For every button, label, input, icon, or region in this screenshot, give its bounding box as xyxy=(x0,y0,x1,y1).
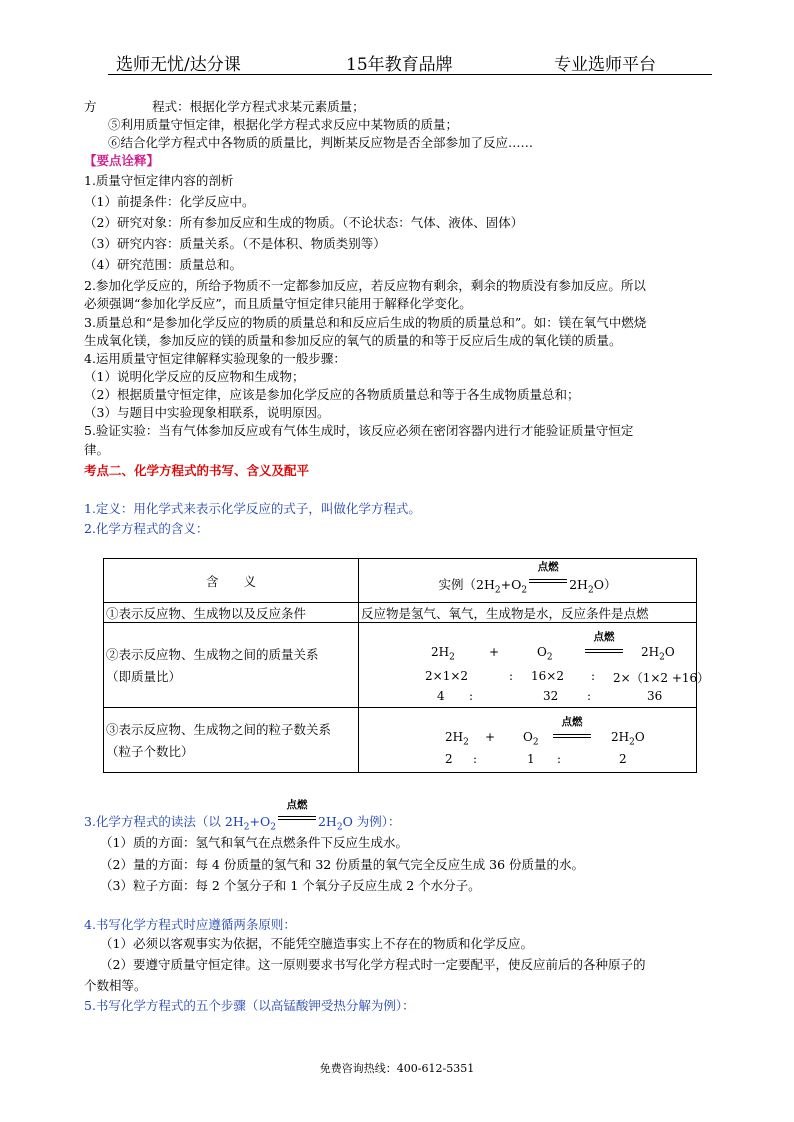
list-item-continued: 个数相等。 xyxy=(84,978,147,993)
list-item: （3）与题目中实验现象相联系，说明原因。 xyxy=(84,405,330,420)
reading-title: 3.化学方程式的读法（以 $2H_2+O_2$ 点燃 $2H_2O$ 为例）： xyxy=(84,799,401,833)
meaning-table xyxy=(103,558,710,773)
list-item: （2）根据质量守恒定律，应该是参加化学反应的各物质质量总和等于各生成物质量总和； xyxy=(84,387,580,402)
meaning-title: 2.化学方程式的含义： xyxy=(84,521,209,536)
steps-title: 5.书写化学方程式的五个步骤（以高锰酸钾受热分解为例）： xyxy=(84,998,415,1013)
list-item: （2）量的方面：每 4 份质量的氢气和 32 份质量的氧气完全反应生成 36 份质量的水。 xyxy=(100,857,585,872)
section-heading: 4.运用质量守恒定律解释实验现象的一般步骤： xyxy=(84,351,346,366)
page-header xyxy=(108,50,712,75)
table-cell-mass-ratio: $2H_2$ + $O_2$ 点燃 $2H_2O$ 2×1×2 : 16×2 : 2×（1×2 +16） 4 : 32 : 36 xyxy=(359,623,697,708)
section-heading: 1.质量守恒定律内容的剖析 xyxy=(84,173,234,188)
list-item: （1）质的方面：氢气和氧气在点燃条件下反应生成水。 xyxy=(100,835,408,850)
table-cell: 反应物是氢气、氧气，生成物是水，反应条件是点燃 xyxy=(359,603,697,623)
list-item: （2）研究对象：所有参加反应和生成的物质。（不论状态：气体、液体、固体） xyxy=(84,215,524,230)
text-line: ⑥结合化学方程式中各物质的质量比，判断某反应物是否全部参加了反应…… xyxy=(108,135,534,150)
paragraph-line: 5.验证实验：当有气体参加反应或有气体生成时，该反应必须在密闭容器内进行才能验证质量守恒定 xyxy=(84,423,634,438)
reaction-condition: 点燃 xyxy=(278,810,316,826)
footer-hotline: 免费咨询热线：400-612-5351 xyxy=(319,1062,475,1075)
key-points-title: 【要点诠释】 xyxy=(84,153,160,168)
section-title: 考点二、化学方程式的书写、含义及配平 xyxy=(84,463,310,478)
reaction-condition: 点燃 xyxy=(585,643,623,659)
header-left: 选师无忧/达分课 xyxy=(116,55,241,75)
paragraph-line: 必须强调“参加化学反应”，而且质量守恒定律只能用于解释化学变化。 xyxy=(84,296,472,311)
text-line: 方 程式：根据化学方程式求某元素质量； xyxy=(84,99,365,114)
list-item: （1）前提条件：化学反应中。 xyxy=(84,194,255,209)
paragraph-line: 生成氧化镁，参加反应的镁的质量和参加反应的氧气的质量的和等于反应后生成的氧化镁的质量。 xyxy=(84,333,622,348)
principles-title: 4.书写化学方程式时应遵循两条原则： xyxy=(84,917,296,932)
table-cell: ①表示反应物、生成物以及反应条件 xyxy=(104,603,359,623)
list-item: （3）研究内容：质量关系。（不是体积、物质类别等） xyxy=(84,236,386,251)
list-item: （3）粒子方面：每 2 个氢分子和 1 个氧分子反应生成 2 个水分子。 xyxy=(100,878,481,893)
text-line: ⑤利用质量守恒定律，根据化学方程式求反应中某物质的质量； xyxy=(108,117,459,132)
table-header-example: 实例（$2H_2+O_2$ 点燃 $2H_2O$） xyxy=(359,559,697,603)
table-cell: ②表示反应物、生成物之间的质量关系 （即质量比） xyxy=(104,623,359,708)
reaction-condition: 点燃 xyxy=(529,573,567,589)
table-cell: ③表示反应物、生成物之间的粒子数关系 （粒子个数比） xyxy=(104,708,359,773)
table-cell-particle-ratio: $2H_2$ + $O_2$ 点燃 $2H_2O$ 2 : 1 : 2 xyxy=(359,708,697,773)
list-item: （2）要遵守质量守恒定律。这一原则要求书写化学方程式时一定要配平，使反应前后的各种原子的 xyxy=(100,957,646,972)
header-center: 15年教育品牌 xyxy=(346,55,453,75)
list-item: （1）必须以客观事实为依据，不能凭空臆造事实上不存在的物质和化学反应。 xyxy=(100,936,533,951)
definition: 1.定义：用化学式来表示化学反应的式子，叫做化学方程式。 xyxy=(84,501,421,516)
list-item: （4）研究范围：质量总和。 xyxy=(84,257,242,272)
reaction-condition: 点燃 xyxy=(553,728,591,744)
table-header-meaning: 含 义 xyxy=(104,559,359,603)
list-item: （1）说明化学反应的反应物和生成物； xyxy=(84,369,305,384)
paragraph-line: 3.质量总和“是参加化学反应的物质的质量总和和反应后生成的物质的质量总和”。如：镁在氧气中燃烧 xyxy=(84,315,647,330)
paragraph-line: 2.参加化学反应的，所给予物质不一定都参加反应，若反应物有剩余，剩余的物质没有参加反应。所以 xyxy=(84,278,646,293)
paragraph-line: 律。 xyxy=(84,442,110,457)
header-right: 专业选师平台 xyxy=(554,55,656,75)
